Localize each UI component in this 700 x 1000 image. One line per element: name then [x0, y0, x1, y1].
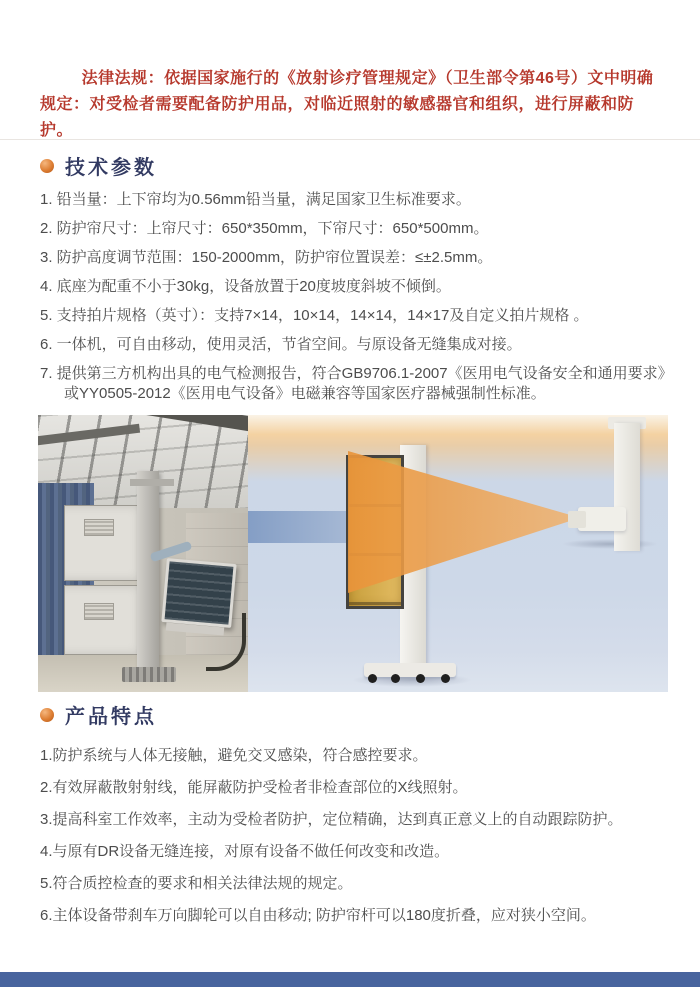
photo-cabinet-vent	[84, 519, 114, 536]
tech-params-title: 技术参数	[65, 157, 157, 179]
photo-stand-base	[122, 667, 176, 682]
legal-notice: 法律法规：依据国家施行的《放射诊疗管理规定》（卫生部令第46号）文中明确规定：对受检者需要配备防护用品，对临近照射的敏感器官和组织，进行屏蔽和防护。	[40, 70, 654, 139]
xray-source-head	[568, 511, 586, 528]
features-title: 产品特点	[65, 706, 157, 728]
features-list	[40, 746, 666, 938]
feature-item: 6.主体设备带刹车万向脚轮可以自由移动; 防护帘杆可以180度折叠，应对狭小空间。	[40, 907, 596, 924]
orange-sphere-icon	[40, 708, 54, 722]
protection-render	[248, 415, 668, 692]
orange-sphere-icon	[40, 159, 54, 173]
features-header	[40, 700, 157, 729]
tech-params-header	[40, 151, 157, 180]
tech-item: 3. 防护高度调节范围：150-2000mm，防护帘位置误差：≤±2.5mm。	[40, 249, 493, 266]
floor-shadow	[562, 539, 658, 549]
xray-source-column	[614, 423, 640, 551]
photo-cabinet	[64, 585, 148, 655]
caster-wheel	[391, 674, 400, 683]
tech-item: 2. 防护帘尺寸：上帘尺寸：650*350mm，下帘尺寸：650*500mm。	[40, 220, 489, 237]
orange-xray-cone	[348, 451, 580, 593]
tech-item: 1. 铅当量：上下帘均为0.56mm铅当量，满足国家卫生标准要求。	[40, 191, 471, 208]
tech-item: 6. 一体机，可自由移动，使用灵活，节省空间。与原设备无缝集成对接。	[40, 336, 522, 353]
tech-item: 4. 底座为配重不小于30kg，设备放置于20度坡度斜坡不倾倒。	[40, 278, 451, 295]
feature-item: 3.提高科室工作效率，主动为受检者防护，定位精确，达到真正意义上的自动跟踪防护。	[40, 811, 623, 828]
tech-item: 5. 支持拍片规格（英寸）：支持7×14，10×14，14×14，14×17及自定义拍片规格 。	[40, 307, 589, 324]
caster-wheel	[441, 674, 450, 683]
tech-item: 7. 提供第三方机构出具的电气检测报告，符合GB9706.1-2007《医用电气设备安全和通用要求》或YY0505-2012《医用电气设备》电磁兼容等国家医疗器械强制性标准。	[40, 365, 666, 402]
photo-cabinet	[64, 505, 148, 581]
caster-wheel	[416, 674, 425, 683]
feature-item: 2.有效屏蔽散射射线，能屏蔽防护受检者非检查部位的X线照射。	[40, 779, 468, 796]
caster-wheel	[368, 674, 377, 683]
footer-bar	[0, 972, 700, 987]
photo-cabinet-vent	[84, 603, 114, 620]
section-divider	[0, 139, 700, 140]
photo-stand-crossbar	[130, 479, 174, 486]
feature-item: 5.符合质控检查的要求和相关法律法规的规定。	[40, 875, 353, 892]
product-figure	[38, 415, 668, 692]
feature-item: 4.与原有DR设备无缝连接，对原有设备不做任何改变和改造。	[40, 843, 450, 860]
feature-item: 1.防护系统与人体无接触，避免交叉感染，符合感控要求。	[40, 747, 428, 764]
photo-stand-column	[137, 471, 159, 673]
equipment-photo	[38, 415, 248, 692]
tech-params-list	[40, 190, 666, 413]
